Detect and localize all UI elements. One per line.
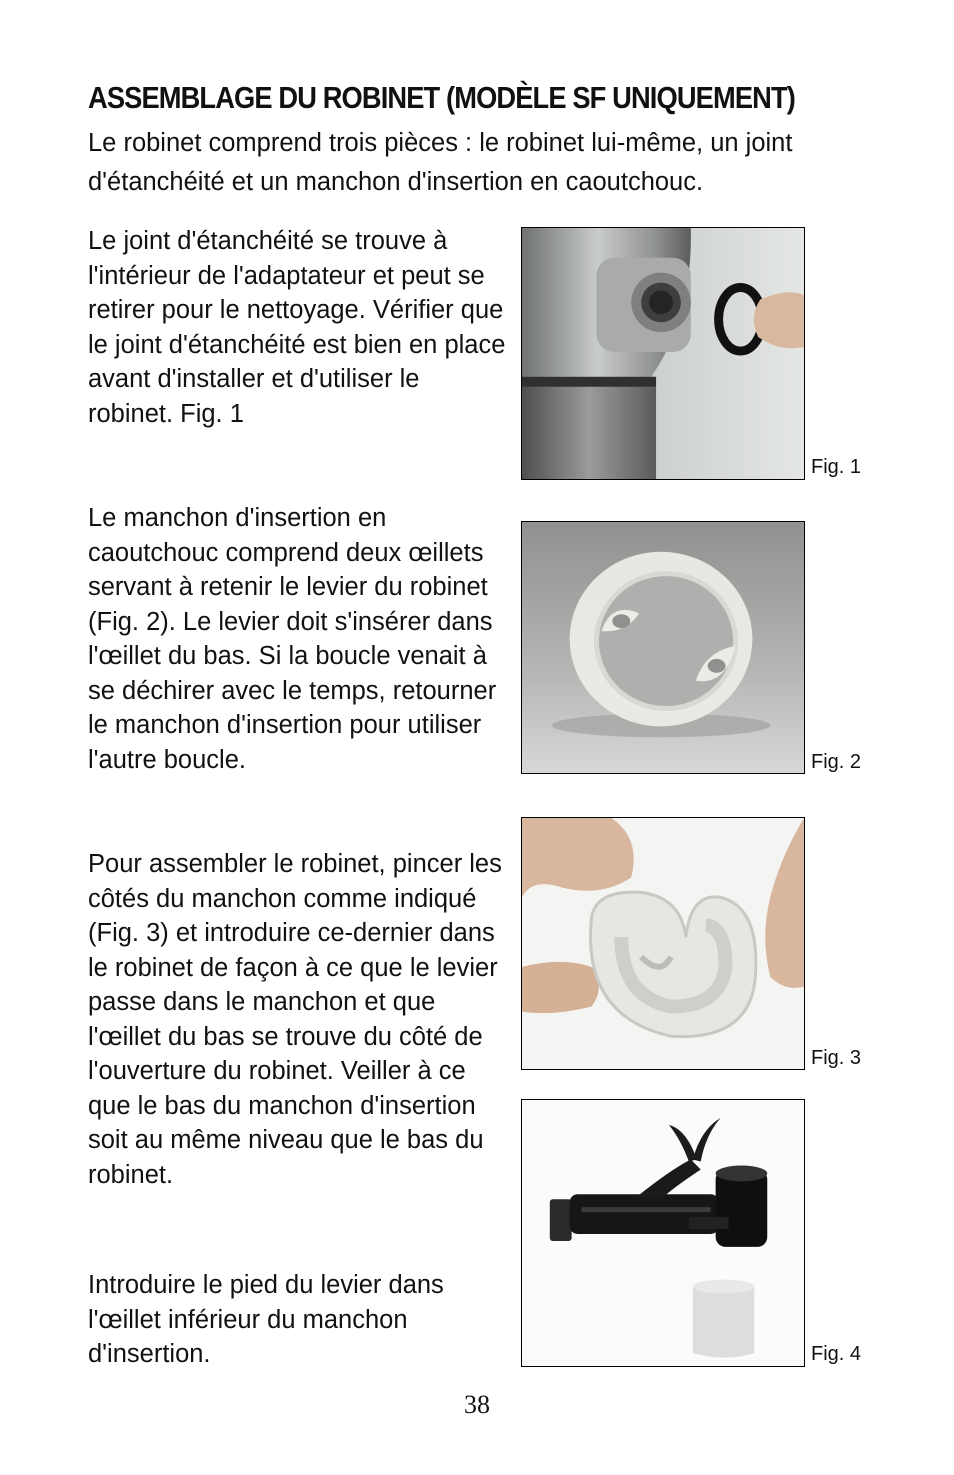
figure-3-caption: Fig. 3 xyxy=(811,1047,862,1069)
figure-4-photo xyxy=(521,1099,805,1367)
figure-1-photo xyxy=(521,227,805,480)
intro-text: Le robinet comprend trois pièces : le robinet lui-même, un joint d'étanchéité et un manchon d'insertion en caoutchouc. xyxy=(88,129,793,196)
page-number: 38 xyxy=(464,1390,490,1419)
figure-2-photo xyxy=(521,521,805,774)
figure-4-caption: Fig. 4 xyxy=(811,1343,862,1365)
paragraph-assembly: Pour assembler le robinet, pincer les côtés du manchon comme indiqué (Fig. 3) et introduire ce-dernier dans le robinet de façon à ce que le levier passe dans le manchon et que l'œillet du bas se trouve du côté de l'ouverture du robinet. Veiller à ce que le bas du manchon d'insertion soit au même niveau que le bas du robinet. xyxy=(88,850,502,1189)
figure-3-photo xyxy=(521,817,805,1070)
page-title: ASSEMBLAGE DU ROBINET (MODÈLE SF UNIQUEMENT) xyxy=(88,80,795,115)
paragraph-seal: Le joint d'étanchéité se trouve à l'intérieur de l'adaptateur et peut se retirer pour le nettoyage. Vérifier que le joint d'étanchéité est bien en place avant d'installer et d'utiliser le robinet. Fig. 1 xyxy=(88,227,506,428)
paragraph-lever: Introduire le pied du levier dans l'œillet inférieur du manchon d'insertion. xyxy=(88,1271,444,1368)
figure-1-caption: Fig. 1 xyxy=(811,456,862,478)
paragraph-sleeve: Le manchon d'insertion en caoutchouc comprend deux œillets servant à retenir le levier du robinet (Fig. 2). Le levier doit s'insérer dans l'œillet du bas. Si la boucle venait à se déchirer avec le temps, retourner le manchon d'insertion pour utiliser l'autre boucle. xyxy=(88,504,497,774)
figure-2-caption: Fig. 2 xyxy=(811,751,862,773)
